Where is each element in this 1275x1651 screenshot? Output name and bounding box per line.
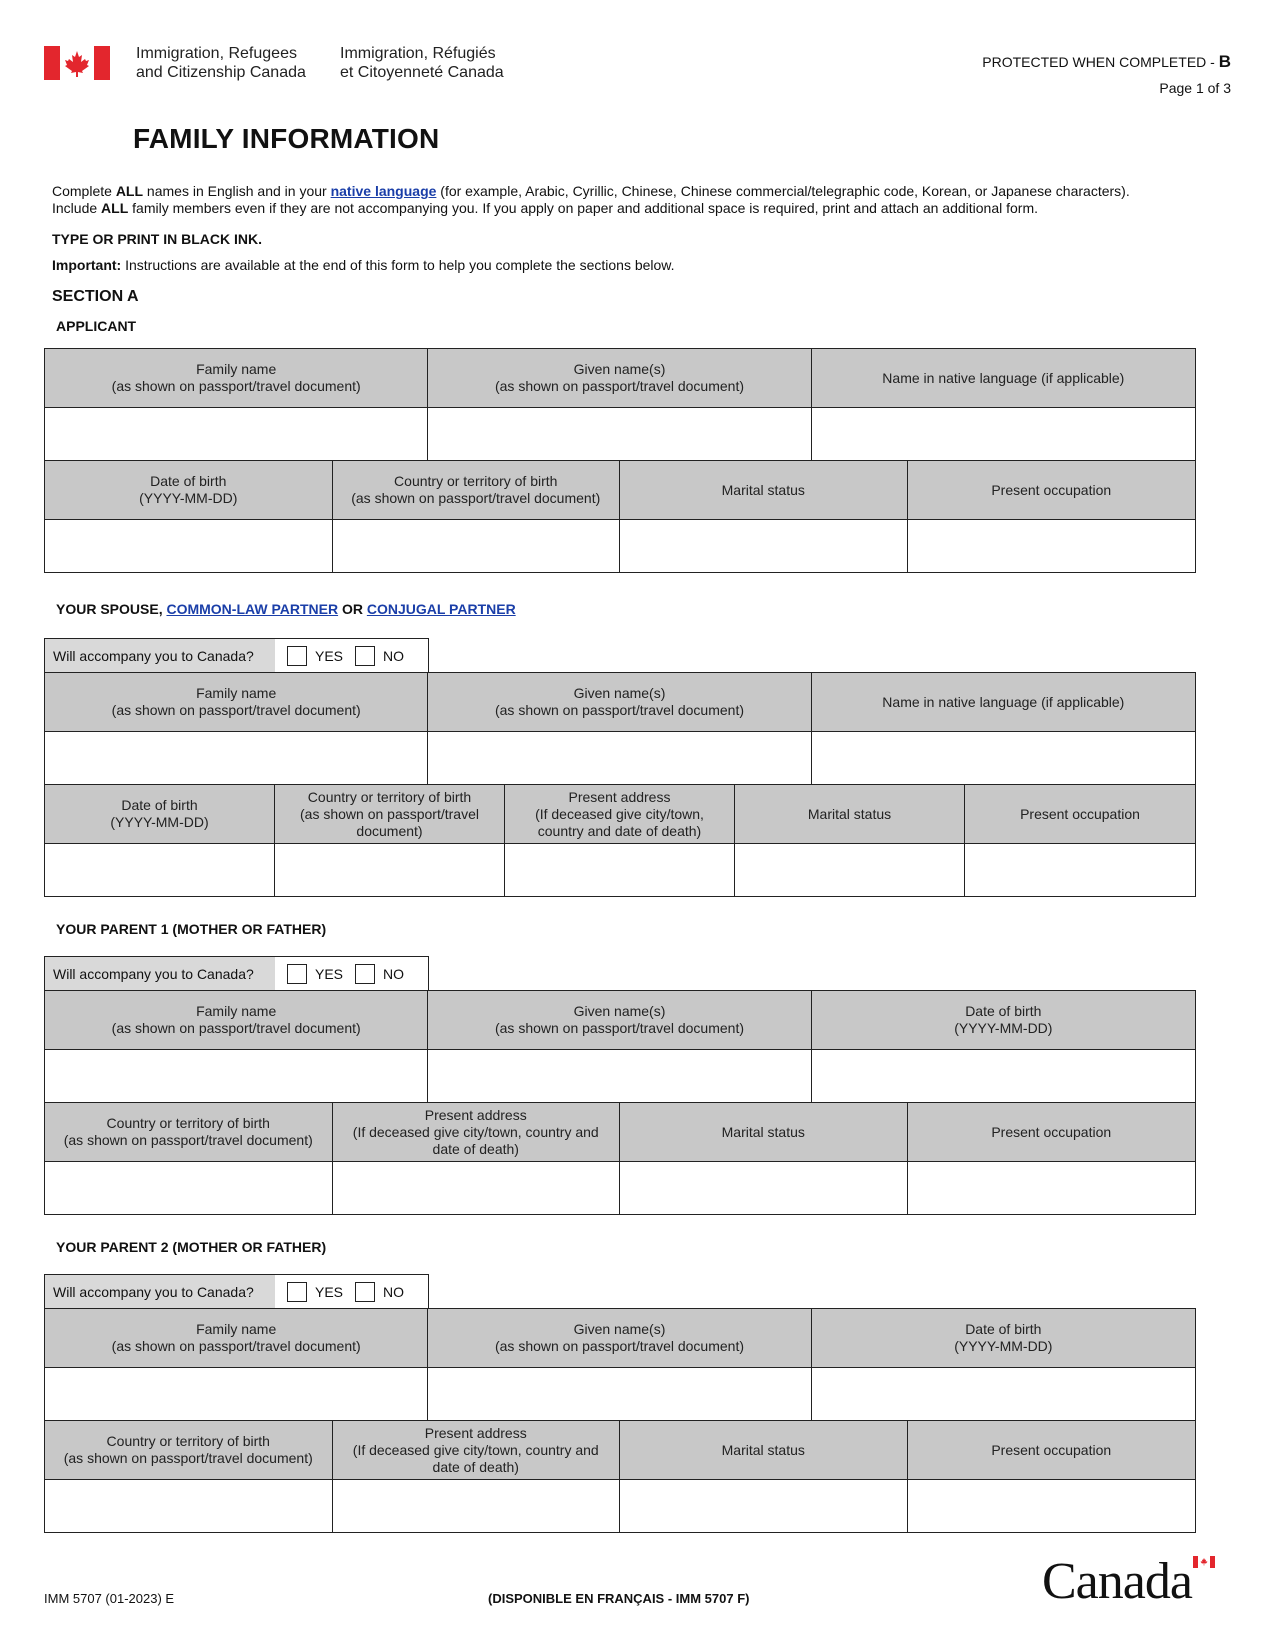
page-title: FAMILY INFORMATION	[133, 123, 440, 154]
spouse-header-row-1	[45, 673, 1195, 732]
spouse-address-field[interactable]	[505, 844, 735, 896]
dept-fr-line2: et Citoyenneté Canada	[340, 64, 504, 81]
wordmark-flag-icon	[1193, 1556, 1215, 1568]
canada-flag-icon	[44, 46, 110, 80]
parent1-given-names-header: Given name(s) (as shown on passport/travel document)	[428, 991, 811, 1049]
parent1-input-row-2	[45, 1162, 1195, 1214]
parent2-address-header: Present address (If deceased give city/town, country and date of death)	[333, 1421, 621, 1479]
french-availability: (DISPONIBLE EN FRANÇAIS - IMM 5707 F)	[488, 1591, 750, 1606]
parent2-given-names-field[interactable]	[428, 1368, 811, 1420]
parent1-occupation-field[interactable]	[908, 1162, 1196, 1214]
parent1-dob-header: Date of birth (YYYY-MM-DD)	[812, 991, 1195, 1049]
parent2-no-checkbox[interactable]	[355, 1282, 375, 1302]
applicant-marital-field[interactable]	[620, 520, 908, 572]
parent1-input-row-1	[45, 1050, 1195, 1103]
department-name-french	[340, 44, 504, 82]
applicant-occupation-field[interactable]	[908, 520, 1196, 572]
spouse-heading: YOUR SPOUSE, COMMON-LAW PARTNER OR CONJUGAL PARTNER	[56, 601, 516, 617]
spouse-grid	[44, 672, 1196, 897]
spouse-input-row-1	[45, 732, 1195, 785]
spouse-country-header: Country or territory of birth (as shown on passport/travel document)	[275, 785, 505, 843]
intro-line-2: Include ALL family members even if they are not accompanying you. If you apply on paper and additional space is required, print and attach an additional form.	[52, 200, 1039, 216]
parent2-header-row-1	[45, 1309, 1195, 1368]
parent2-occupation-field[interactable]	[908, 1480, 1196, 1532]
parent1-no-label: NO	[383, 965, 405, 982]
parent1-address-field[interactable]	[333, 1162, 621, 1214]
spouse-marital-field[interactable]	[735, 844, 965, 896]
spouse-country-field[interactable]	[275, 844, 505, 896]
applicant-heading: APPLICANT	[56, 318, 137, 334]
applicant-family-name-header: Family name (as shown on passport/travel document)	[45, 349, 428, 407]
spouse-no-label: NO	[383, 647, 405, 664]
parent1-marital-header: Marital status	[620, 1103, 908, 1161]
parent1-family-name-header: Family name (as shown on passport/travel document)	[45, 991, 428, 1049]
parent2-heading: YOUR PARENT 2 (MOTHER OR FATHER)	[56, 1239, 327, 1255]
applicant-given-names-field[interactable]	[428, 408, 811, 460]
parent2-family-name-header: Family name (as shown on passport/travel document)	[45, 1309, 428, 1367]
intro-text	[52, 183, 1242, 217]
applicant-given-names-header: Given name(s) (as shown on passport/travel document)	[428, 349, 811, 407]
spouse-address-header: Present address (If deceased give city/town, country and date of death)	[505, 785, 735, 843]
parent2-input-row-1	[45, 1368, 1195, 1421]
conjugal-partner-link[interactable]: CONJUGAL PARTNER	[366, 601, 516, 617]
parent2-no-label: NO	[383, 1283, 405, 1300]
spouse-family-name-header: Family name (as shown on passport/travel document)	[45, 673, 428, 731]
canada-wordmark: Canada	[1042, 1553, 1192, 1610]
parent2-given-names-header: Given name(s) (as shown on passport/travel document)	[428, 1309, 811, 1367]
spouse-yes-label: YES	[315, 647, 344, 664]
common-law-partner-link[interactable]: COMMON-LAW PARTNER	[166, 601, 339, 617]
parent2-country-field[interactable]	[45, 1480, 333, 1532]
spouse-yes-checkbox[interactable]	[287, 646, 307, 666]
parent2-input-row-2	[45, 1480, 1195, 1532]
parent1-given-names-field[interactable]	[428, 1050, 811, 1102]
applicant-family-name-field[interactable]	[45, 408, 428, 460]
spouse-occupation-field[interactable]	[965, 844, 1195, 896]
spouse-given-names-header: Given name(s) (as shown on passport/travel document)	[428, 673, 811, 731]
spouse-family-name-field[interactable]	[45, 732, 428, 784]
applicant-header-row-2	[45, 461, 1195, 520]
spouse-native-name-header: Name in native language (if applicable)	[812, 673, 1195, 731]
parent1-occupation-header: Present occupation	[908, 1103, 1196, 1161]
parent1-country-field[interactable]	[45, 1162, 333, 1214]
applicant-native-name-field[interactable]	[812, 408, 1195, 460]
applicant-country-field[interactable]	[333, 520, 621, 572]
page-number: Page 1 of 3	[1159, 80, 1231, 96]
parent2-marital-field[interactable]	[620, 1480, 908, 1532]
applicant-occupation-header: Present occupation	[908, 461, 1196, 519]
applicant-country-header: Country or territory of birth (as shown on passport/travel document)	[333, 461, 621, 519]
protected-level: B	[1218, 52, 1231, 71]
parent2-family-name-field[interactable]	[45, 1368, 428, 1420]
parent2-dob-field[interactable]	[812, 1368, 1195, 1420]
spouse-marital-header: Marital status	[735, 785, 965, 843]
spouse-dob-header: Date of birth (YYYY-MM-DD)	[45, 785, 275, 843]
parent1-country-header: Country or territory of birth (as shown on passport/travel document)	[45, 1103, 333, 1161]
parent1-yes-checkbox[interactable]	[287, 964, 307, 984]
parent2-accompany-question: Will accompany you to Canada?	[45, 1275, 275, 1308]
parent1-yes-label: YES	[315, 965, 344, 982]
spouse-given-names-field[interactable]	[428, 732, 811, 784]
parent1-accompany-row	[44, 956, 429, 990]
parent2-yes-label: YES	[315, 1283, 344, 1300]
spouse-dob-field[interactable]	[45, 844, 275, 896]
applicant-marital-header: Marital status	[620, 461, 908, 519]
spouse-native-name-field[interactable]	[812, 732, 1195, 784]
parent2-dob-header: Date of birth (YYYY-MM-DD)	[812, 1309, 1195, 1367]
intro-line-1: Complete ALL names in English and in your native language (for example, Arabic, Cyrillic, Chinese, Chinese commercial/telegraphic code, Korean, or Japanese characters).	[52, 183, 1130, 199]
ink-instruction: TYPE OR PRINT IN BLACK INK.	[52, 231, 263, 247]
important-note: Important: Instructions are available at the end of this form to help you complete the sections below.	[52, 257, 675, 273]
parent1-header-row-2	[45, 1103, 1195, 1162]
spouse-accompany-row	[44, 638, 429, 672]
parent1-heading: YOUR PARENT 1 (MOTHER OR FATHER)	[56, 921, 327, 937]
spouse-input-row-2	[45, 844, 1195, 896]
parent2-occupation-header: Present occupation	[908, 1421, 1196, 1479]
department-name-english	[136, 44, 306, 82]
parent1-no-checkbox[interactable]	[355, 964, 375, 984]
parent2-country-header: Country or territory of birth (as shown on passport/travel document)	[45, 1421, 333, 1479]
applicant-input-row-1	[45, 408, 1195, 461]
spouse-occupation-header: Present occupation	[965, 785, 1195, 843]
applicant-native-name-header: Name in native language (if applicable)	[812, 349, 1195, 407]
parent2-address-field[interactable]	[333, 1480, 621, 1532]
applicant-dob-header: Date of birth (YYYY-MM-DD)	[45, 461, 333, 519]
protected-label: PROTECTED WHEN COMPLETED -	[982, 54, 1215, 70]
parent1-accompany-question: Will accompany you to Canada?	[45, 957, 275, 990]
section-a-heading: SECTION A	[52, 288, 139, 305]
parent1-grid	[44, 990, 1196, 1215]
dept-fr-line1: Immigration, Réfugiés	[340, 45, 496, 62]
dept-en-line1: Immigration, Refugees	[136, 45, 297, 62]
applicant-dob-field[interactable]	[45, 520, 333, 572]
dept-en-line2: and Citizenship Canada	[136, 64, 306, 81]
applicant-header-row-1	[45, 349, 1195, 408]
parent1-marital-field[interactable]	[620, 1162, 908, 1214]
parent2-accompany-row	[44, 1274, 429, 1308]
parent1-header-row-1	[45, 991, 1195, 1050]
parent1-address-header: Present address (If deceased give city/town, country and date of death)	[333, 1103, 621, 1161]
protected-notice	[982, 52, 1231, 72]
native-language-link[interactable]: native language	[330, 183, 437, 199]
applicant-grid	[44, 348, 1196, 573]
spouse-no-checkbox[interactable]	[355, 646, 375, 666]
spouse-header-row-2	[45, 785, 1195, 844]
applicant-input-row-2	[45, 520, 1195, 572]
parent2-header-row-2	[45, 1421, 1195, 1480]
parent2-yes-checkbox[interactable]	[287, 1282, 307, 1302]
parent1-dob-field[interactable]	[812, 1050, 1195, 1102]
parent1-family-name-field[interactable]	[45, 1050, 428, 1102]
parent2-grid	[44, 1308, 1196, 1533]
parent2-marital-header: Marital status	[620, 1421, 908, 1479]
form-code: IMM 5707 (01-2023) E	[44, 1591, 175, 1606]
spouse-accompany-question: Will accompany you to Canada?	[45, 639, 275, 672]
